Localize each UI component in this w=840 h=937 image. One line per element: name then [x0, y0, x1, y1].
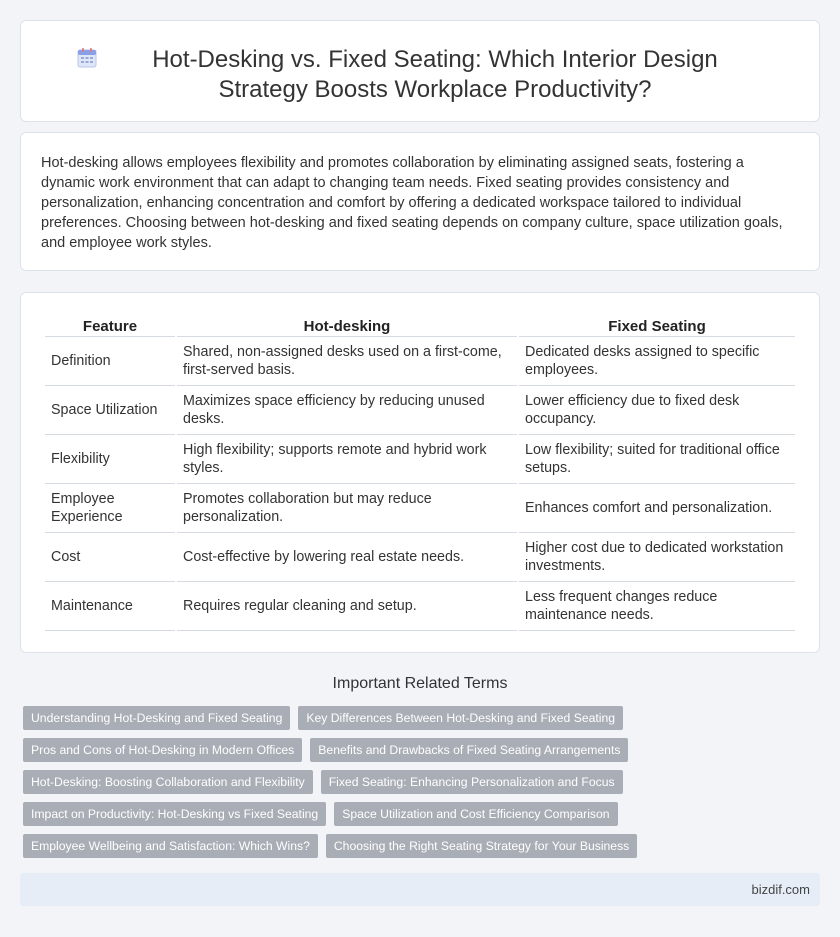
fixed-seating-cell: Dedicated desks assigned to specific employees.: [519, 337, 795, 386]
feature-cell: Employee Experience: [45, 484, 175, 533]
hot-desking-cell: Requires regular cleaning and setup.: [177, 582, 517, 631]
header-fixed-seating: Fixed Seating: [519, 317, 795, 337]
table-row: [45, 337, 795, 386]
hot-desking-cell: Maximizes space efficiency by reducing unused desks.: [177, 386, 517, 435]
feature-cell: Space Utilization: [45, 386, 175, 435]
fixed-seating-cell: Lower efficiency due to fixed desk occupancy.: [519, 386, 795, 435]
comparison-table: [43, 317, 797, 631]
fixed-seating-cell: Less frequent changes reduce maintenance needs.: [519, 582, 795, 631]
table-row: [45, 533, 795, 582]
related-term-link[interactable]: Impact on Productivity: Hot-Desking vs Fixed Seating: [23, 802, 326, 826]
related-terms-list: [23, 706, 823, 866]
feature-cell: Maintenance: [45, 582, 175, 631]
table-row: [45, 386, 795, 435]
page-title: Hot-Desking vs. Fixed Seating: Which Interior Design Strategy Boosts Workplace Productivity?: [152, 46, 718, 103]
related-term-link[interactable]: Understanding Hot-Desking and Fixed Seating: [23, 706, 290, 730]
intro-card: [20, 132, 820, 271]
header-hot-desking: Hot-desking: [177, 317, 517, 337]
hot-desking-cell: Shared, non-assigned desks used on a first-come, first-served basis.: [177, 337, 517, 386]
header-feature: Feature: [45, 317, 175, 337]
related-term-link[interactable]: Employee Wellbeing and Satisfaction: Which Wins?: [23, 834, 318, 858]
table-row: [45, 582, 795, 631]
related-terms-title: Important Related Terms: [332, 675, 508, 692]
intro-paragraph: Hot-desking allows employees flexibility and promotes collaboration by eliminating assigned seats, fostering a dynamic work environment that can adapt to changing team needs. Fixed seating provides consistency and personalization, enhancing concentration and comfort by offering a dedicated workspace tailored to individual preferences. Choosing between hot-desking and fixed seating depends on company culture, space utilization goals, and employee work styles.: [41, 155, 783, 251]
related-term-link[interactable]: Benefits and Drawbacks of Fixed Seating Arrangements: [310, 738, 628, 762]
related-term-link[interactable]: Fixed Seating: Enhancing Personalization and Focus: [321, 770, 623, 794]
feature-cell: Cost: [45, 533, 175, 582]
related-term-link[interactable]: Hot-Desking: Boosting Collaboration and Flexibility: [23, 770, 313, 794]
footer: [20, 873, 820, 906]
related-term-link[interactable]: Key Differences Between Hot-Desking and Fixed Seating: [298, 706, 623, 730]
header-card: [20, 20, 820, 122]
footer-site-link[interactable]: bizdif.com: [751, 882, 810, 897]
fixed-seating-cell: Low flexibility; suited for traditional office setups.: [519, 435, 795, 484]
feature-cell: Definition: [45, 337, 175, 386]
fixed-seating-cell: Enhances comfort and personalization.: [519, 484, 795, 533]
fixed-seating-cell: Higher cost due to dedicated workstation investments.: [519, 533, 795, 582]
feature-cell: Flexibility: [45, 435, 175, 484]
table-row: [45, 435, 795, 484]
comparison-table-card: [20, 292, 820, 653]
hot-desking-cell: Promotes collaboration but may reduce personalization.: [177, 484, 517, 533]
hot-desking-cell: High flexibility; supports remote and hybrid work styles.: [177, 435, 517, 484]
hot-desking-cell: Cost-effective by lowering real estate needs.: [177, 533, 517, 582]
table-row: [45, 484, 795, 533]
table-header-row: [45, 317, 795, 337]
related-term-link[interactable]: Space Utilization and Cost Efficiency Comparison: [334, 802, 617, 826]
related-term-link[interactable]: Choosing the Right Seating Strategy for Your Business: [326, 834, 637, 858]
related-term-link[interactable]: Pros and Cons of Hot-Desking in Modern Offices: [23, 738, 302, 762]
